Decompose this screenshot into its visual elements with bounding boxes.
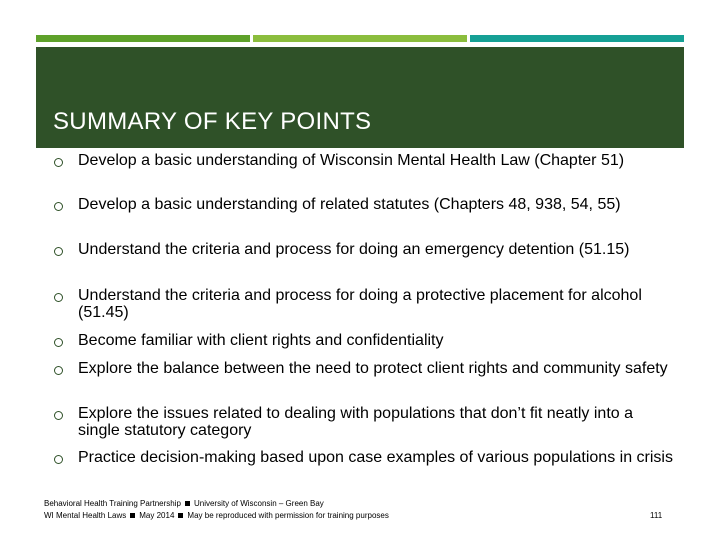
title-band: [36, 47, 684, 148]
bullet-text: Become familiar with client rights and confidentiality: [78, 332, 444, 349]
bullet-text: Practice decision-making based upon case examples of various populations in crisis: [78, 449, 673, 466]
accent-stripe-green: [36, 35, 250, 42]
hollow-circle-icon: [54, 338, 63, 347]
bullet-text: Develop a basic understanding of related statutes (Chapters 48, 938, 54, 55): [78, 196, 621, 213]
hollow-circle-icon: [54, 202, 63, 211]
black-square-icon: [185, 501, 190, 506]
bullet-text: Understand the criteria and process for doing a protective placement for alcohol (51.45): [78, 287, 642, 321]
footer-university: University of Wisconsin – Green Bay: [193, 499, 324, 508]
hollow-circle-icon: [54, 411, 63, 420]
hollow-circle-icon: [54, 247, 63, 256]
hollow-circle-icon: [54, 366, 63, 375]
bullet-text: Develop a basic understanding of Wisconsin Mental Health Law (Chapter 51): [78, 152, 625, 169]
bullet-text: Explore the issues related to dealing with populations that don’t fit neatly into a single statutory category: [78, 405, 634, 439]
footer-line-2: [44, 511, 389, 520]
slide-title: SUMMARY OF KEY POINTS: [53, 108, 372, 135]
footer-partnership: Behavioral Health Training Partnership: [44, 499, 181, 508]
footer-course: WI Mental Health Laws: [44, 511, 127, 520]
bullet-text: Explore the balance between the need to protect client rights and community safety: [78, 360, 668, 377]
footer-permission: May be reproduced with permission for training purposes: [187, 511, 389, 520]
footer-line-1: [44, 499, 324, 508]
accent-stripe-teal: [470, 35, 684, 42]
page-number: 111: [650, 511, 663, 520]
footer-date: May 2014: [139, 511, 175, 520]
bullet-text: Understand the criteria and process for doing an emergency detention (51.15): [78, 241, 630, 258]
hollow-circle-icon: [54, 455, 63, 464]
black-square-icon: [178, 513, 183, 518]
hollow-circle-icon: [54, 158, 63, 167]
hollow-circle-icon: [54, 293, 63, 302]
accent-stripe-lime: [253, 35, 467, 42]
black-square-icon: [130, 513, 135, 518]
